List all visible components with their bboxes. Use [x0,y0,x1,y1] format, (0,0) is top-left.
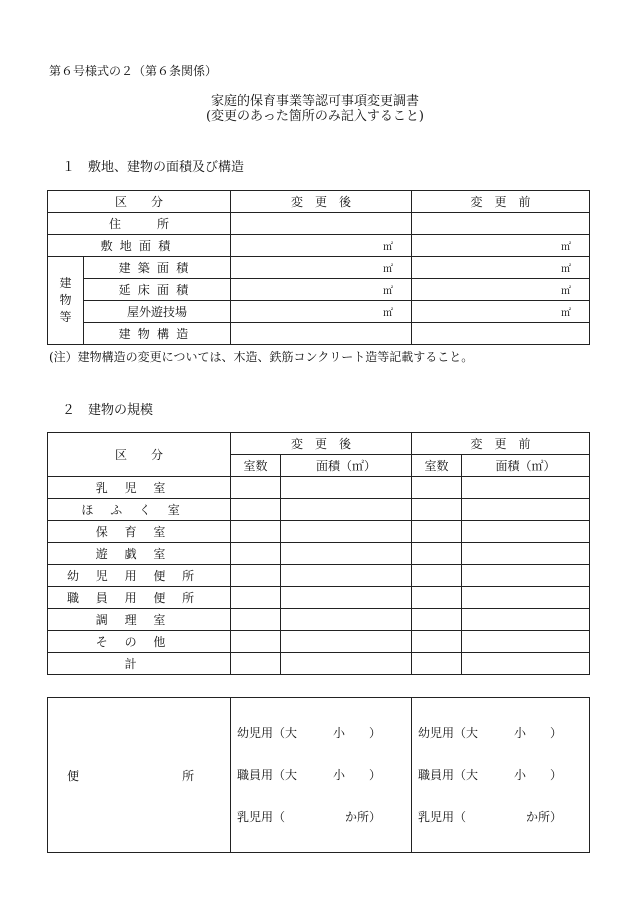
table-row-toilet [48,698,590,853]
table-row [48,609,590,631]
site-area-label: 敷地面積 [48,235,231,257]
table-row [48,543,590,565]
before-header: 変 更 前 [412,191,590,213]
after-area-cell[interactable] [281,543,412,565]
before-rooms-header: 室数 [412,455,462,477]
toilet-before-line-2: 職員用（大 小 ） [418,768,563,782]
unit-label: ㎡ [383,242,394,253]
before-area-cell[interactable] [462,609,590,631]
unit-label: ㎡ [383,264,394,275]
toilet-after-line-2: 職員用（大 小 ） [237,768,382,782]
structure-note: (注）建物構造の変更については、木造、鉄筋コンクリート造等記載すること。 [49,350,474,364]
structure-after-cell[interactable] [231,323,412,345]
table-row-floor-area [48,279,590,301]
address-after-cell[interactable] [231,213,412,235]
table-row [48,477,590,499]
after-area-header: 面積（㎡） [281,455,412,477]
after-area-cell[interactable] [281,565,412,587]
table-row [48,565,590,587]
category-header: 区 分 [48,433,231,477]
before-rooms-cell[interactable] [412,477,462,499]
before-area-header: 面積（㎡） [462,455,590,477]
before-rooms-cell[interactable] [412,653,462,675]
table-row-structure [48,323,590,345]
after-rooms-cell[interactable] [231,521,281,543]
floor-area-label: 延床面積 [84,279,231,301]
room-label: 調理室 [48,609,231,631]
form-number: 第６号様式の２（第６条関係） [49,64,218,78]
before-area-cell[interactable] [462,587,590,609]
unit-label: ㎡ [383,308,394,319]
before-area-cell[interactable] [462,543,590,565]
after-rooms-cell[interactable] [231,543,281,565]
floor-area-after-cell[interactable] [231,279,412,301]
after-header: 変 更 後 [231,433,412,455]
building-area-after-cell[interactable] [231,257,412,279]
structure-before-cell[interactable] [412,323,590,345]
after-rooms-cell[interactable] [231,609,281,631]
after-area-cell[interactable] [281,631,412,653]
building-char-1: 建 [59,276,72,290]
building-area-label: 建築面積 [84,257,231,279]
playground-label: 屋外遊技場 [84,301,231,323]
floor-area-before-cell[interactable] [412,279,590,301]
table-header-row [48,433,590,455]
unit-label: ㎡ [561,242,572,253]
before-area-cell[interactable] [462,631,590,653]
after-rooms-cell[interactable] [231,653,281,675]
after-area-cell[interactable] [281,499,412,521]
after-area-cell[interactable] [281,609,412,631]
toilet-after-line-3: 乳児用（ か所） [237,810,382,824]
after-header: 変 更 後 [231,191,412,213]
table-row [48,521,590,543]
building-group-label [48,257,84,345]
after-rooms-cell[interactable] [231,499,281,521]
after-area-cell[interactable] [281,477,412,499]
site-area-before-cell[interactable] [412,235,590,257]
playground-after-cell[interactable] [231,301,412,323]
unit-label: ㎡ [383,286,394,297]
category-header: 区 分 [48,191,231,213]
table-row [48,653,590,675]
after-rooms-cell[interactable] [231,587,281,609]
toilet-before-cell[interactable] [412,698,590,853]
toilet-after-line-1: 幼児用（大 小 ） [237,726,382,740]
before-header: 変 更 前 [412,433,590,455]
room-label: 職員用便所 [48,587,231,609]
address-before-cell[interactable] [412,213,590,235]
section1-heading: １ 敷地、建物の面積及び構造 [62,160,245,175]
after-rooms-cell[interactable] [231,477,281,499]
table-row-playground [48,301,590,323]
unit-label: ㎡ [561,264,572,275]
form-subtitle: (変更のあった箇所のみ記入すること) [205,109,424,124]
playground-before-cell[interactable] [412,301,590,323]
before-area-cell[interactable] [462,477,590,499]
room-label: 保育室 [48,521,231,543]
table-row [48,631,590,653]
site-area-after-cell[interactable] [231,235,412,257]
toilet-after-cell[interactable] [231,698,412,853]
table-row [48,587,590,609]
structure-label: 建物構造 [84,323,231,345]
before-area-cell[interactable] [462,653,590,675]
building-char-2: 物 [59,293,72,307]
after-rooms-header: 室数 [231,455,281,477]
building-char-3: 等 [59,310,72,324]
room-label: 乳児室 [48,477,231,499]
after-rooms-cell[interactable] [231,631,281,653]
table-row-address [48,213,590,235]
before-rooms-cell[interactable] [412,543,462,565]
after-area-cell[interactable] [281,521,412,543]
toilet-before-line-1: 幼児用（大 小 ） [418,726,563,740]
room-label: ほふく室 [48,499,231,521]
before-rooms-cell[interactable] [412,587,462,609]
form-title: 家庭的保育事業等認可事項変更調書 [210,94,419,109]
after-rooms-cell[interactable] [231,565,281,587]
before-rooms-cell[interactable] [412,609,462,631]
after-area-cell[interactable] [281,587,412,609]
before-area-cell[interactable] [462,565,590,587]
site-building-table [47,190,590,345]
toilet-label: 便 所 [48,698,231,853]
table-header-row [48,191,590,213]
table-row-site-area [48,235,590,257]
toilet-table [47,697,590,853]
room-label: 遊戯室 [48,543,231,565]
room-label: 幼児用便所 [48,565,231,587]
building-scale-table [47,432,590,675]
before-rooms-cell[interactable] [412,631,462,653]
building-area-before-cell[interactable] [412,257,590,279]
table-row-building-area [48,257,590,279]
after-area-cell[interactable] [281,653,412,675]
table-row [48,499,590,521]
section2-heading: ２ 建物の規模 [62,403,154,418]
before-area-cell[interactable] [462,521,590,543]
room-label: その他 [48,631,231,653]
unit-label: ㎡ [561,308,572,319]
before-rooms-cell[interactable] [412,565,462,587]
address-label: 住 所 [48,213,231,235]
before-area-cell[interactable] [462,499,590,521]
toilet-before-line-3: 乳児用（ か所） [418,810,563,824]
room-label: 計 [48,653,231,675]
before-rooms-cell[interactable] [412,499,462,521]
before-rooms-cell[interactable] [412,521,462,543]
unit-label: ㎡ [561,286,572,297]
